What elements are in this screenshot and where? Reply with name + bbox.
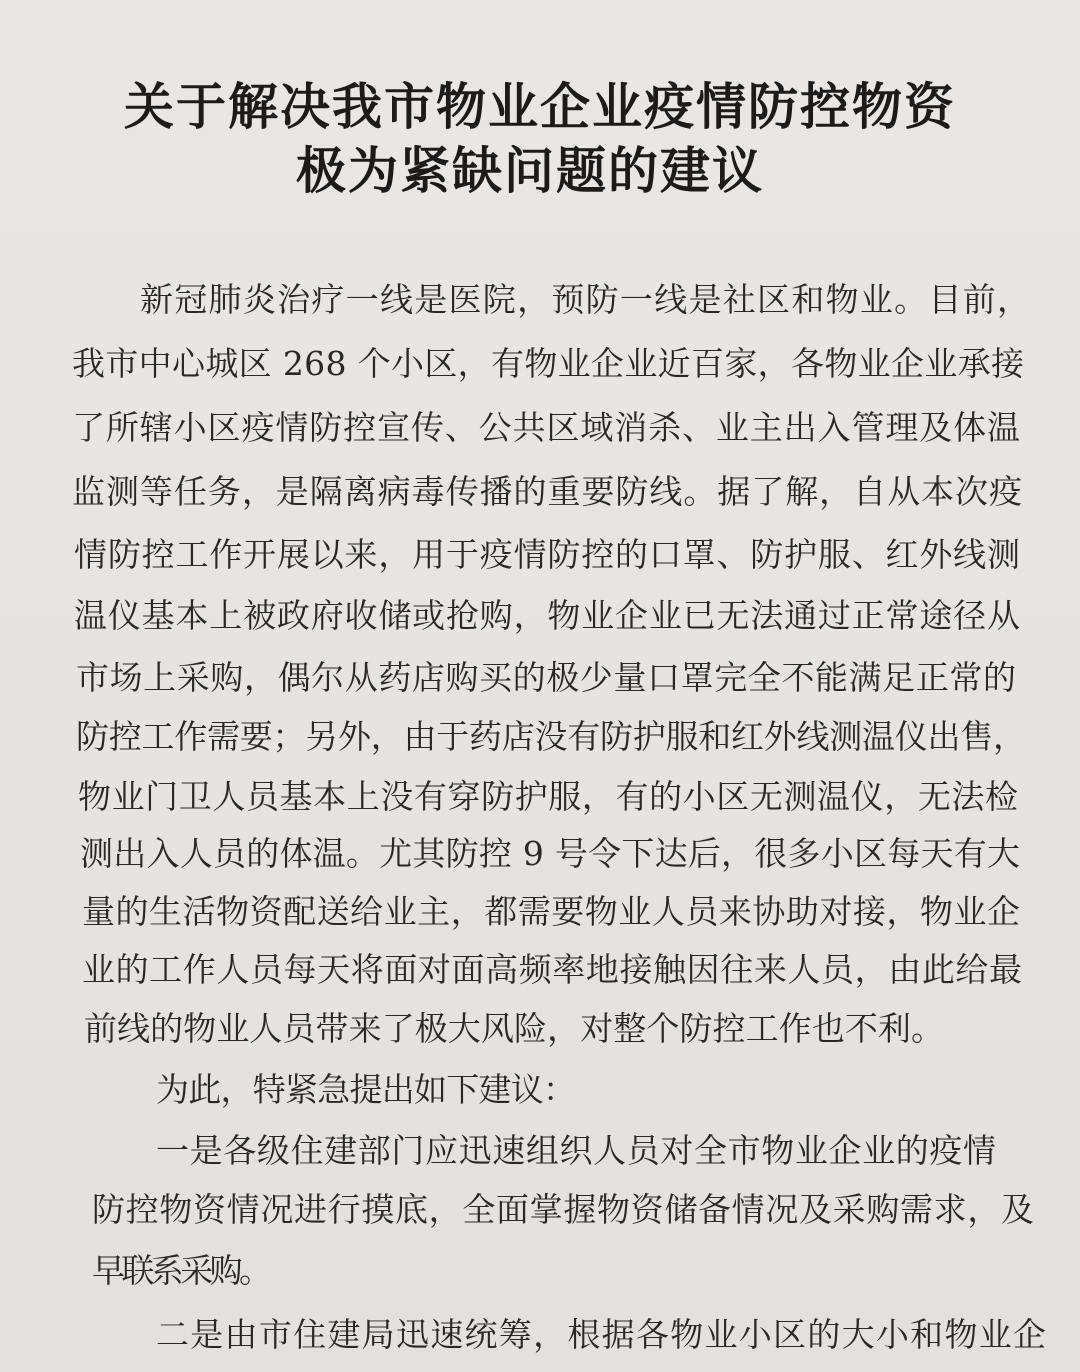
- body-line: 情防控工作开展以来，用于疫情防控的口罩、防护服、红外线测: [74, 535, 1021, 574]
- body-line: 了所辖小区疫情防控宣传、公共区域消杀、业主出入管理及体温: [72, 408, 1021, 447]
- body-line: 温仪基本上被政府收储或抢购，物业企业已无法通过正常途径从: [74, 596, 1021, 635]
- body-line: 我市中心城区 268 个小区，有物业企业近百家，各物业企业承接: [72, 344, 1025, 383]
- body-line: 市场上采购，偶尔从药店购买的极少量口罩完全不能满足正常的: [76, 658, 1017, 697]
- body-line: 监测等任务，是隔离病毒传播的重要防线。据了解，自从本次疫: [72, 472, 1023, 511]
- body-line: 量的生活物资配送给业主，都需要物业人员来协助对接，物业企: [82, 892, 1021, 931]
- body-line: 测出入人员的体温。尤其防控 9 号令下达后，很多小区每天有大: [80, 834, 1021, 873]
- body-line: 一是各级住建部门应迅速组织人员对全市物业企业的疫情: [156, 1131, 997, 1170]
- document-title-line-1: 关于解决我市物业企业疫情防控物资: [124, 77, 956, 136]
- body-line: 防控物资情况进行摸底，全面掌握物资储备情况及采购需求，及: [92, 1190, 1035, 1229]
- body-line: 二是由市住建局迅速统筹，根据各物业小区的大小和物业企: [156, 1315, 1048, 1354]
- body-line: 物业门卫人员基本上没有穿防护服，有的小区无测温仪，无法检: [78, 777, 1019, 816]
- body-line: 业的工作人员每天将面对面高频率地接触因往来人员，由此给最: [82, 950, 1023, 989]
- body-line: 为此，特紧急提出如下建议：: [156, 1070, 576, 1109]
- body-line: 新冠肺炎治疗一线是医院，预防一线是社区和物业。目前，: [140, 280, 1032, 319]
- document-title-line-2: 极为紧缺问题的建议: [296, 141, 764, 200]
- body-line: 前线的物业人员带来了极大风险，对整个防控工作也不利。: [84, 1009, 945, 1048]
- body-line: 防控工作需要；另外，由于药店没有防护服和红外线测温仪出售，: [76, 717, 1026, 756]
- body-line: 早联系采购。: [92, 1251, 269, 1290]
